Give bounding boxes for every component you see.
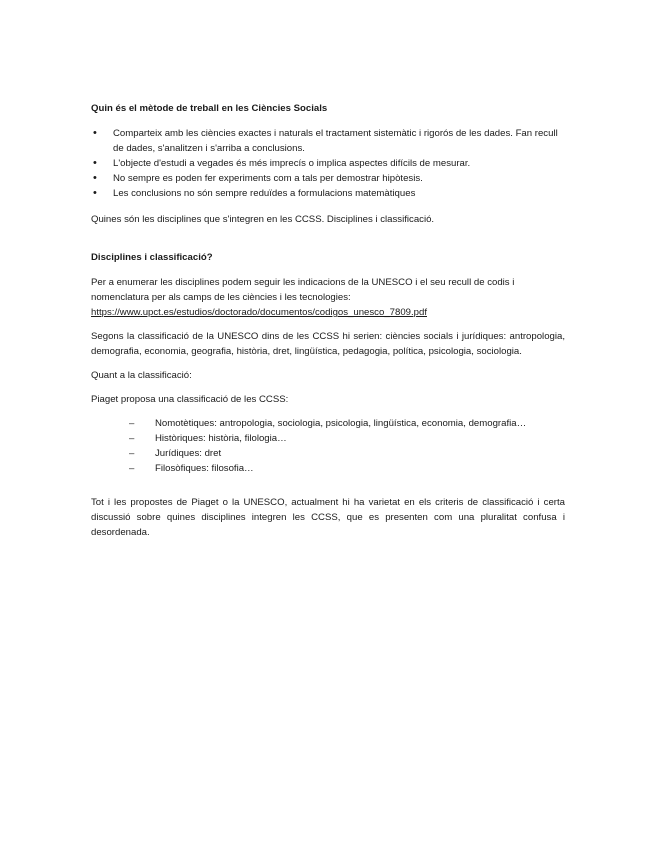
bullet-item: • No sempre es poden fer experiments com a tals per demostrar hipòtesis. [91,171,565,186]
dash-item: – Històriques: història, filologia… [91,431,565,446]
dash-item: – Jurídiques: dret [91,446,565,461]
piaget-intro: Piaget proposa una classificació de les CCSS: [91,394,289,405]
unesco-classification-paragraph: Segons la classificació de la UNESCO dins de les CCSS hi serien: ciències socials i jurídiques: antropologia, demografia, economia, geografia, història, dret, lingüística, pedagogia, política, psicologia, sociologia. [91,331,565,357]
dash-item: – Nomotètiques: antropologia, sociologia, psicologia, lingüística, economia, demografia… [91,416,565,431]
section-heading-method: Quin és el mètode de treball en les Ciències Socials [91,103,328,114]
piaget-dash-list [91,416,565,476]
unesco-codes-link[interactable]: https://www.upct.es/estudios/doctorado/documentos/codigos_unesco_7809.pdf [91,307,427,318]
conclusion-paragraph: Tot i les propostes de Piaget o la UNESCO, actualment hi ha varietat en els criteris de classificació i certa discussió sobre quines disciplines integren les CCSS, que es presenten com una pluralitat confusa i desordenada. [91,497,565,538]
method-bullet-list [91,126,565,201]
unesco-intro-text: Per a enumerar les disciplines podem seguir les indicacions de la UNESCO i el seu recull de codis i nomenclatura per als camps de les ciències i les tecnologies: [91,277,515,303]
dash-item: – Filosòfiques: filosofia… [91,461,565,476]
bullet-item: • L'objecte d'estudi a vegades és més imprecís o implica aspectes difícils de mesurar. [91,156,565,171]
question-paragraph: Quines són les disciplines que s'integren en les CCSS. Disciplines i classificació. [91,214,435,225]
classification-intro: Quant a la classificació: [91,370,192,381]
section-heading-disciplines: Disciplines i classificació? [91,252,213,263]
unesco-intro-paragraph [91,275,565,320]
bullet-item: • Comparteix amb les ciències exactes i naturals el tractament sistemàtic i rigorós de les dades. Fan recull de dades, s'analitzen i s'arriba a conclusions. [91,126,565,156]
document-body [91,101,565,549]
bullet-item: • Les conclusions no són sempre reduïdes a formulacions matemàtiques [91,186,565,201]
